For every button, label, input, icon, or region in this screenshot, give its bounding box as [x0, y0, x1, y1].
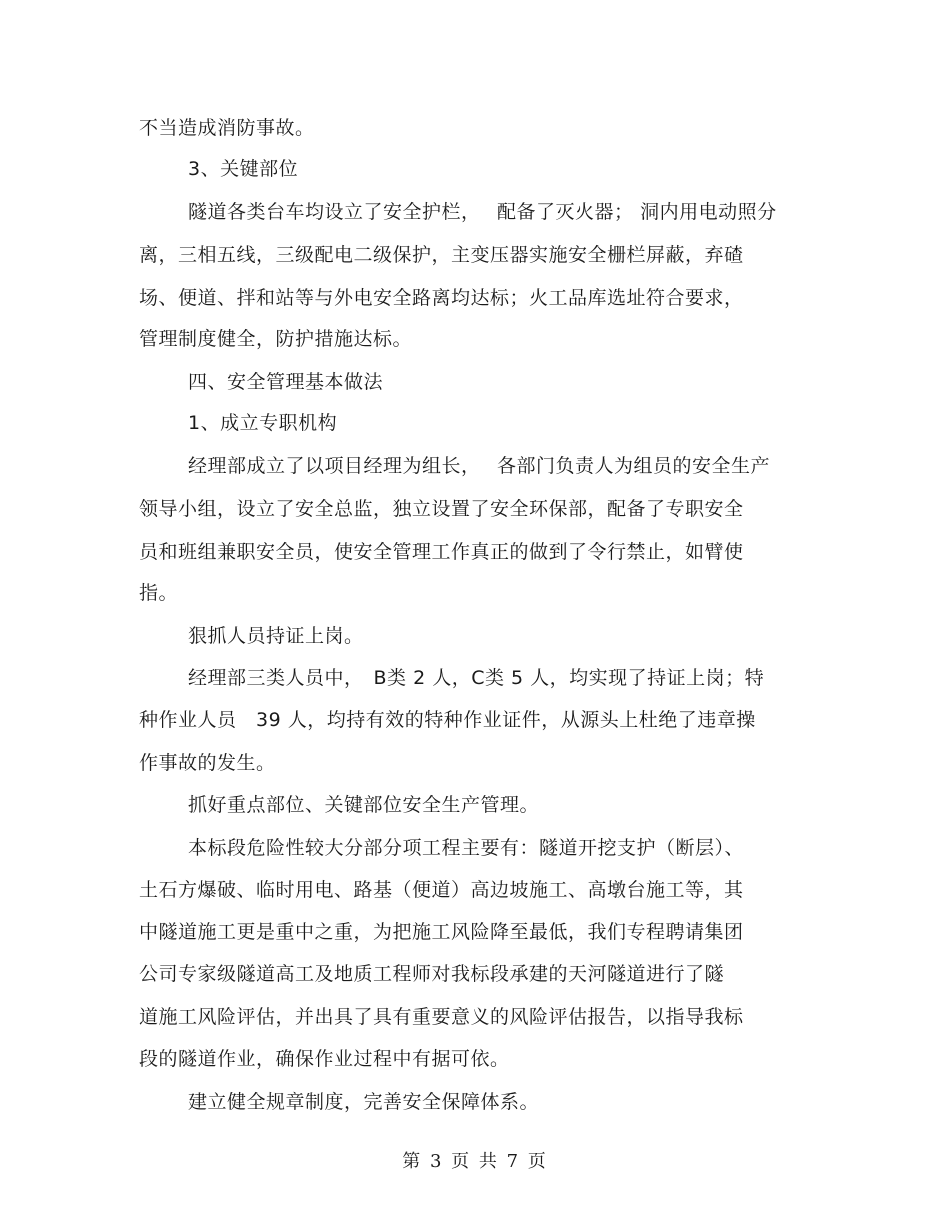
body-line: 经理部成立了以项目经理为组长， 各部门负责人为组员的安全生产	[188, 455, 771, 477]
page-number-footer: 第 3 页 共 7 页	[402, 1151, 548, 1172]
body-line: 本标段危险性较大分部分项工程主要有：隧道开挖支护（断层）、	[188, 837, 745, 859]
body-line: 中隧道施工更是重中之重，为把施工风险降至最低，我们专程聘请集团	[139, 921, 744, 943]
body-line: 隧道各类台车均设立了安全护栏， 配备了灭火器； 洞内用电动照分	[188, 201, 777, 223]
section-heading: 3、关键部位	[188, 158, 299, 180]
body-line: 抓好重点部位、关键部位安全生产管理。	[188, 794, 540, 816]
body-line: 狠抓人员持证上岗。	[188, 625, 364, 647]
body-line: 场、便道、拌和站等与外电安全路离均达标；火工品库选址符合要求，	[139, 287, 744, 309]
body-line: 建立健全规章制度，完善安全保障体系。	[188, 1091, 540, 1113]
body-line: 公司专家级隧道高工及地质工程师对我标段承建的天河隧道进行了隧	[139, 963, 725, 985]
body-line: 段的隧道作业，确保作业过程中有据可依。	[139, 1048, 510, 1070]
body-line: 道施工风险评估，并出具了具有重要意义的风险评估报告，以指导我标	[139, 1006, 744, 1028]
body-line: 员和班组兼职安全员，使安全管理工作真正的做到了令行禁止，如臂使	[139, 541, 744, 563]
section-heading: 1、成立专职机构	[188, 412, 338, 434]
section-heading: 四、安全管理基本做法	[188, 371, 384, 393]
body-line: 指。	[139, 582, 179, 604]
body-line: 管理制度健全，防护措施达标。	[139, 328, 413, 350]
body-line: 经理部三类人员中， B类 2 人，C类 5 人，均实现了持证上岗；特	[188, 667, 765, 689]
body-line: 离，三相五线，三级配电二级保护，主变压器实施安全栅栏屏蔽，弃碴	[139, 244, 744, 266]
body-line: 作事故的发生。	[139, 752, 276, 774]
body-line: 领导小组，设立了安全总监，独立设置了安全环保部，配备了专职安全	[139, 498, 744, 520]
body-line: 土石方爆破、临时用电、路基（便道）高边坡施工、高墩台施工等，其	[139, 879, 744, 901]
body-line: 不当造成消防事故。	[139, 117, 315, 139]
body-line: 种作业人员 39 人，均持有效的特种作业证件，从源头上杜绝了违章操	[139, 709, 756, 731]
